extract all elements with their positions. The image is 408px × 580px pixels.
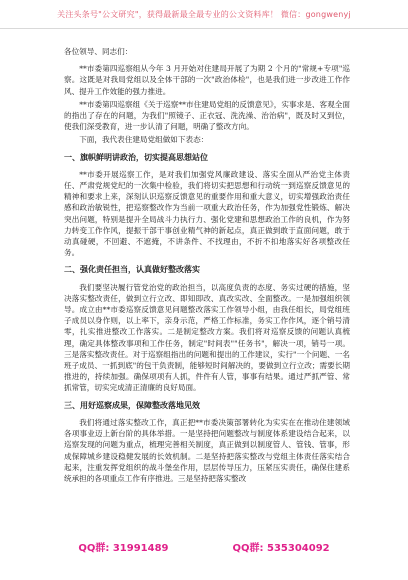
salutation: 各位领导、同志们： bbox=[64, 47, 133, 56]
header-banner bbox=[0, 0, 408, 29]
qq-group-1: QQ群: 31991489 bbox=[78, 542, 169, 554]
section-heading: 一、旗帜鲜明讲政治，切实提高思想站位 bbox=[64, 152, 208, 162]
section-body: 我们将通过落实整改工作，真正把**市委决策部署转化为实实在在推动住建领域各项事业迈上新台阶的具体举措。一是坚持把问题整改与制度体系建设结合起来，以巡察发现的问题为重点，梳理完善相关制度，真正做到以制度管人、管钱、管事，形成保障城乡建设稳健发展的长效机制。二是坚持把落实整改与党组主体责任落实结合起来，注重发挥党组织的战斗堡垒作用，层层传导压力，压紧压实责任，确保住建系统承担的各项重点工作有序推进。三是坚持把落实整改 bbox=[64, 417, 350, 483]
paragraph: **市委第四巡察组《关于巡察**市住建局党组的反馈意见》，实事求是、客观全面的指出了存在的问题，为我们"照镜子、正衣冠、洗洗澡、治治病"，既及时又到位，使我们深受教育，进一步认清了问题，明确了整改方向。 bbox=[64, 99, 350, 132]
paragraph: 下面，我代表住建局党组做如下表态： bbox=[79, 135, 209, 145]
document-body bbox=[64, 46, 350, 486]
section-body: **市委开展巡察工作，是对我们加强党风廉政建设、落实全面从严治党主体责任、严肃党规党纪的一次集中检验，我们将切实把思想和行动统一到巡察反馈意见的精神和要求上来，深刻认识巡察反馈意见的重要作用和重大意义，切实增强政治责任感和政治敏锐性，把巡察整改作为当前一项重大政治任务，作为加强党性锻炼、解决突出问题，特别是提升全局战斗力执行力、强化党建和思想政治工作的良机，作为努力转变工作作风，提振干部干事创业精气神的新起点，真正做到敢于直面问题，敢于动真碰硬，不回避、不遮掩，不讲条件、不找理由，不折不扣地落实好各项整改任务。 bbox=[64, 169, 350, 258]
footer-contact bbox=[0, 532, 408, 560]
section-heading: 三、用好巡察成果，保障整改落地见效 bbox=[64, 400, 200, 410]
section-body: 我们要坚决履行管党治党的政治担当，以高度负责的态度、务实过硬的措施，坚决落实整改责任，做到立行立改、即知即改、真改实改、全面整改。一是加强组织领导。成立由**市委巡察反馈意见问题整改落实工作领导小组，由我任组长，局党组班子成员以身作则，以上率下，亲身示范，严格工作标准，务实工作作风，逐个销号清零，扎实推进整改工作落实。二是制定整改方案。我们将对巡察反馈的问题认真梳理，确定具体整改事项和工作任务，制定"时间表""任务书"，解决一项，销号一项。三是落实整改责任。对于巡察组指出的问题和提出的工作建议，实行"一个问题、一名班子成员、一抓到底"的包干负责制，能够短时间解决的，要做到立行立改；需要长期推进的，持续加强。确保项项有人抓，件件有人管，事事有结果。通过严抓严管、常抓常管，切实完成清正清廉的良好局面。 bbox=[64, 282, 350, 393]
section-heading: 二、强化责任担当，认真做好整改落实 bbox=[64, 265, 200, 275]
paragraph: **市委第四巡察组从今年 3 月开始对住建局开展了为期 2 个月的"常规+专项"巡察。这既是对我局党组以及全体干部的一次"政治体检"，也是我们进一步改进工作作风、提升工作效能的强力推进。 bbox=[64, 64, 350, 96]
banner-text: 关注头条号"公文研究"，获得最新最全最专业的公文资料库！ 微信：gongwenyj bbox=[57, 9, 351, 19]
qq-group-2: QQ群: 535304092 bbox=[232, 542, 330, 554]
